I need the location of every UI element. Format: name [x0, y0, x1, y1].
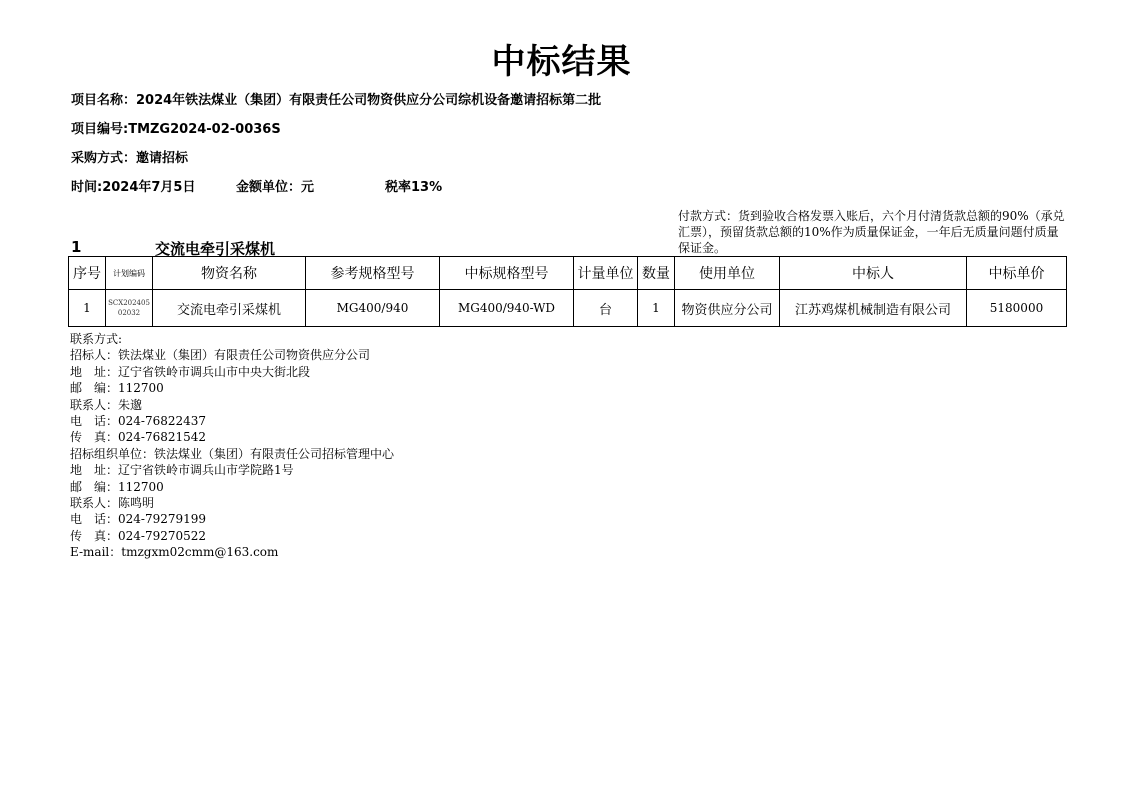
contact-line: 传 真：024-79270522 — [70, 528, 207, 543]
procurement-method: 采购方式：邀请招标 — [71, 151, 189, 166]
quantity: 1 — [638, 290, 675, 327]
table-row — [69, 290, 1067, 327]
contact-line: 电 话：024-79279199 — [70, 512, 207, 527]
row-index: 1 — [69, 290, 106, 327]
contact-line: 传 真：024-76821542 — [70, 430, 207, 445]
contact-line: 电 话：024-76822437 — [70, 414, 207, 429]
time: 时间:2024年7月5日 — [71, 180, 196, 195]
header-cell: 物资名称 — [153, 257, 306, 290]
contact-line: 联系人：朱邈 — [70, 397, 143, 412]
winning-spec: MG400/940-WD — [440, 290, 574, 327]
contact-line: 招标人：铁法煤业（集团）有限责任公司物资供应分公司 — [70, 348, 371, 363]
reference-spec: MG400/940 — [306, 290, 440, 327]
unit-price: 5180000 — [967, 290, 1067, 327]
header-cell: 计划编码 — [106, 257, 153, 290]
section-number: 1 — [71, 238, 82, 256]
time-amount-tax-row — [71, 176, 671, 194]
header-cell: 数量 — [638, 257, 675, 290]
result-table — [68, 256, 1067, 327]
header-cell: 使用单位 — [675, 257, 780, 290]
table-header-row — [69, 257, 1067, 290]
contact-line: 联系人：陈鸣明 — [70, 496, 155, 511]
contact-line: 邮 编：112700 — [70, 479, 164, 494]
contact-line: 地 址：辽宁省铁岭市调兵山市学院路1号 — [70, 463, 294, 478]
project-number: 项目编号:TMZG2024-02-0036S — [71, 122, 281, 137]
contact-line: 邮 编：112700 — [70, 381, 164, 396]
header-cell: 参考规格型号 — [306, 257, 440, 290]
contact-info — [70, 331, 394, 561]
header-cell: 中标人 — [780, 257, 967, 290]
section-name: 交流电牵引采煤机 — [155, 240, 276, 258]
project-name: 项目名称：2024年铁法煤业（集团）有限责任公司物资供应分公司综机设备邀请招标第二批 — [71, 93, 602, 108]
contact-line: 招标组织单位：铁法煤业（集团）有限责任公司招标管理中心 — [70, 446, 395, 461]
user-unit: 物资供应分公司 — [675, 290, 780, 327]
winning-bidder: 江苏鸡煤机械制造有限公司 — [780, 290, 967, 327]
page-title: 中标结果 — [491, 42, 632, 82]
material-name: 交流电牵引采煤机 — [153, 290, 306, 327]
header-cell: 序号 — [69, 257, 106, 290]
payment-terms: 付款方式：货到验收合格发票入账后，六个月付清货款总额的90%（承兑汇票），预留货款总额的10%作为质量保证金，一年后无质量问题付质量保证金。 — [678, 209, 1065, 255]
header-cell: 计量单位 — [574, 257, 638, 290]
contact-line: 地 址：辽宁省铁岭市调兵山市中央大街北段 — [70, 364, 311, 379]
plan-code: SCX20240502032 — [106, 290, 153, 327]
amount-unit: 金额单位：元 — [236, 180, 315, 195]
tax-rate: 税率13% — [385, 180, 443, 195]
contact-line: 联系方式: — [70, 332, 123, 346]
unit: 台 — [574, 290, 638, 327]
header-cell: 中标单价 — [967, 257, 1067, 290]
email-line: E-mail：tmzgxm02cmm@163.com — [70, 545, 279, 560]
header-cell: 中标规格型号 — [440, 257, 574, 290]
